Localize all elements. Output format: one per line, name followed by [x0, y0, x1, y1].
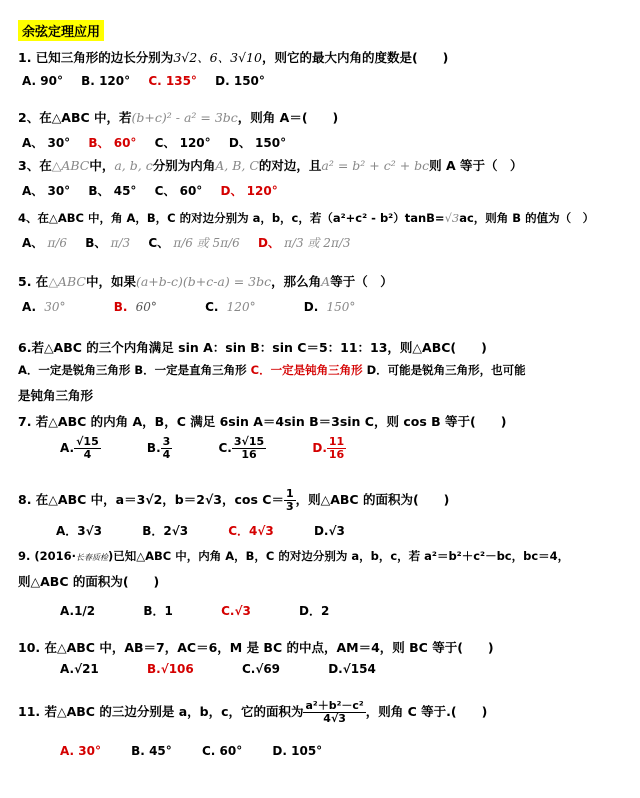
q8-option-c: C．4√3	[228, 524, 274, 538]
q8-option-a: A．3√3	[56, 524, 102, 538]
q7-option-a: A. $\frac{√15}{4}$	[60, 435, 99, 461]
question-3: 3、在△ABC中，a, b, c分别为内角A, B, C的对边，且a² = b² + c² + bc则 A 等于（ ）	[18, 158, 523, 173]
q11-options	[60, 744, 336, 758]
q7-option-d: D. $\frac{11}{16}$	[312, 435, 345, 461]
q5-option-a: A. 30°	[22, 300, 66, 314]
q4-option-c: C、 π/6 或 5π/6	[148, 236, 240, 250]
q5-option-c: C. 120°	[205, 300, 256, 314]
q2-option-a: A、 30°	[22, 136, 71, 150]
q8-option-b: B．2√3	[142, 524, 189, 538]
question-7: 7. 若△ABC 的内角 A，B，C 满足 6sin A＝4sin B＝3sin C，则 cos B 等于( )	[18, 414, 507, 429]
q3-option-c: C、 60°	[154, 184, 203, 198]
q4-option-b: B、 π/3	[85, 236, 131, 250]
question-9: 9. (2016·长春质检)已知△ABC 中，内角 A，B，C 的对边分别为 a，b，c，若 a²＝b²＋c²－bc，bc＝4，	[18, 549, 570, 563]
q9-option-a: A.1/2	[60, 604, 96, 618]
q4-option-d: D、 π/3 或 2π/3	[257, 236, 351, 250]
question-4: 4、在△ABC 中，角 A，B，C 的对边分别为 a，b，c，若（a²+c² - b²）tanB=√3ac，则角 B 的值为（ ）	[18, 211, 595, 225]
q10-option-b: B.√106	[146, 662, 194, 676]
q1-stem-end: ，则它的最大内角的度数是( )	[261, 50, 449, 65]
q7-option-b: B. $\frac{3}{4}$	[146, 435, 171, 461]
q9-stem-line2: 则△ABC 的面积为( )	[18, 574, 160, 589]
question-1	[18, 48, 448, 66]
q4-option-a: A、 π/6	[22, 236, 68, 250]
question-10: 10. 在△ABC 中，AB＝7，AC＝6，M 是 BC 的中点，AM＝4，则 BC 等于( )	[18, 640, 494, 655]
q2-stem-end: ，则角 A＝( )	[237, 110, 339, 125]
q5-option-b: B. 60°	[113, 300, 157, 314]
q10-option-a: A.√21	[60, 662, 99, 676]
q8-options	[56, 522, 359, 539]
q1-option-b: B. 120°	[81, 74, 131, 88]
q1-options	[22, 74, 279, 88]
q10-options	[60, 662, 390, 676]
q1-stem: 1. 已知三角形的边长分别为	[18, 50, 174, 65]
q9-option-c: C.√3	[221, 604, 251, 618]
q11-option-a: A. 30°	[60, 744, 101, 758]
q4-options	[22, 234, 365, 251]
q3-option-d: D、 120°	[220, 184, 278, 198]
q2-stem: 2、在△ABC 中，若	[18, 110, 132, 125]
q2-option-c: C、 120°	[154, 136, 211, 150]
q9-option-d: D．2	[298, 604, 330, 618]
q2-options	[22, 134, 300, 151]
q7-options	[60, 436, 360, 461]
q8-option-d: D.√3	[313, 524, 345, 538]
q11-option-d: D. 105°	[272, 744, 323, 758]
q2-option-d: D、 150°	[228, 136, 287, 150]
q5-options	[22, 300, 369, 314]
q11-option-b: B. 45°	[131, 744, 172, 758]
q1-option-c: C. 135°	[148, 74, 197, 88]
q3-option-b: B、 45°	[88, 184, 137, 198]
q9-options	[60, 602, 343, 619]
q3-option-a: A、 30°	[22, 184, 71, 198]
question-5: 5. 在△ABC中，如果(a+b-c)(b+c-a) = 3bc，那么角A等于（ ）	[18, 274, 393, 289]
q2-math: (b+c)² - a² = 3bc	[131, 110, 238, 125]
q6-options-line2: 是钝角三角形	[18, 388, 94, 403]
q7-option-c: C. $\frac{3√15}{16}$	[218, 435, 265, 461]
q1-option-d: D. 150°	[215, 74, 265, 88]
q10-option-d: D.√154	[328, 662, 376, 676]
q10-option-c: C.√69	[241, 662, 281, 676]
q6-options-line1: A．一定是锐角三角形 B．一定是直角三角形 C．一定是钝角三角形 D．可能是锐角三角形，也可能	[18, 363, 526, 377]
question-8: 8. 在△ABC 中，a＝3√2，b＝2√3，cos C＝ $\frac{1}{3}$ ，则△ABC 的面积为( )	[18, 487, 450, 513]
q11-option-c: C. 60°	[201, 744, 243, 758]
question-6: 6.若△ABC 的三个内角满足 sin A：sin B：sin C＝5：11：13，则△ABC( )	[18, 340, 487, 355]
q9-option-b: B．1	[143, 604, 173, 618]
question-2	[18, 108, 338, 126]
question-11: 11. 若△ABC 的三边分别是 a，b，c，它的面积为 $\frac{\text{a²＋b²－c²}}{4√3}$ ，则角 C 等于.( )	[18, 699, 488, 725]
q1-option-a: A. 90°	[22, 74, 63, 88]
worksheet-title: 余弦定理应用	[18, 20, 104, 41]
q2-option-b: B、 60°	[88, 136, 137, 150]
q1-math: 3√2、6、3√10	[173, 50, 262, 65]
q5-option-d: D. 150°	[303, 300, 356, 314]
q3-options	[22, 182, 292, 199]
